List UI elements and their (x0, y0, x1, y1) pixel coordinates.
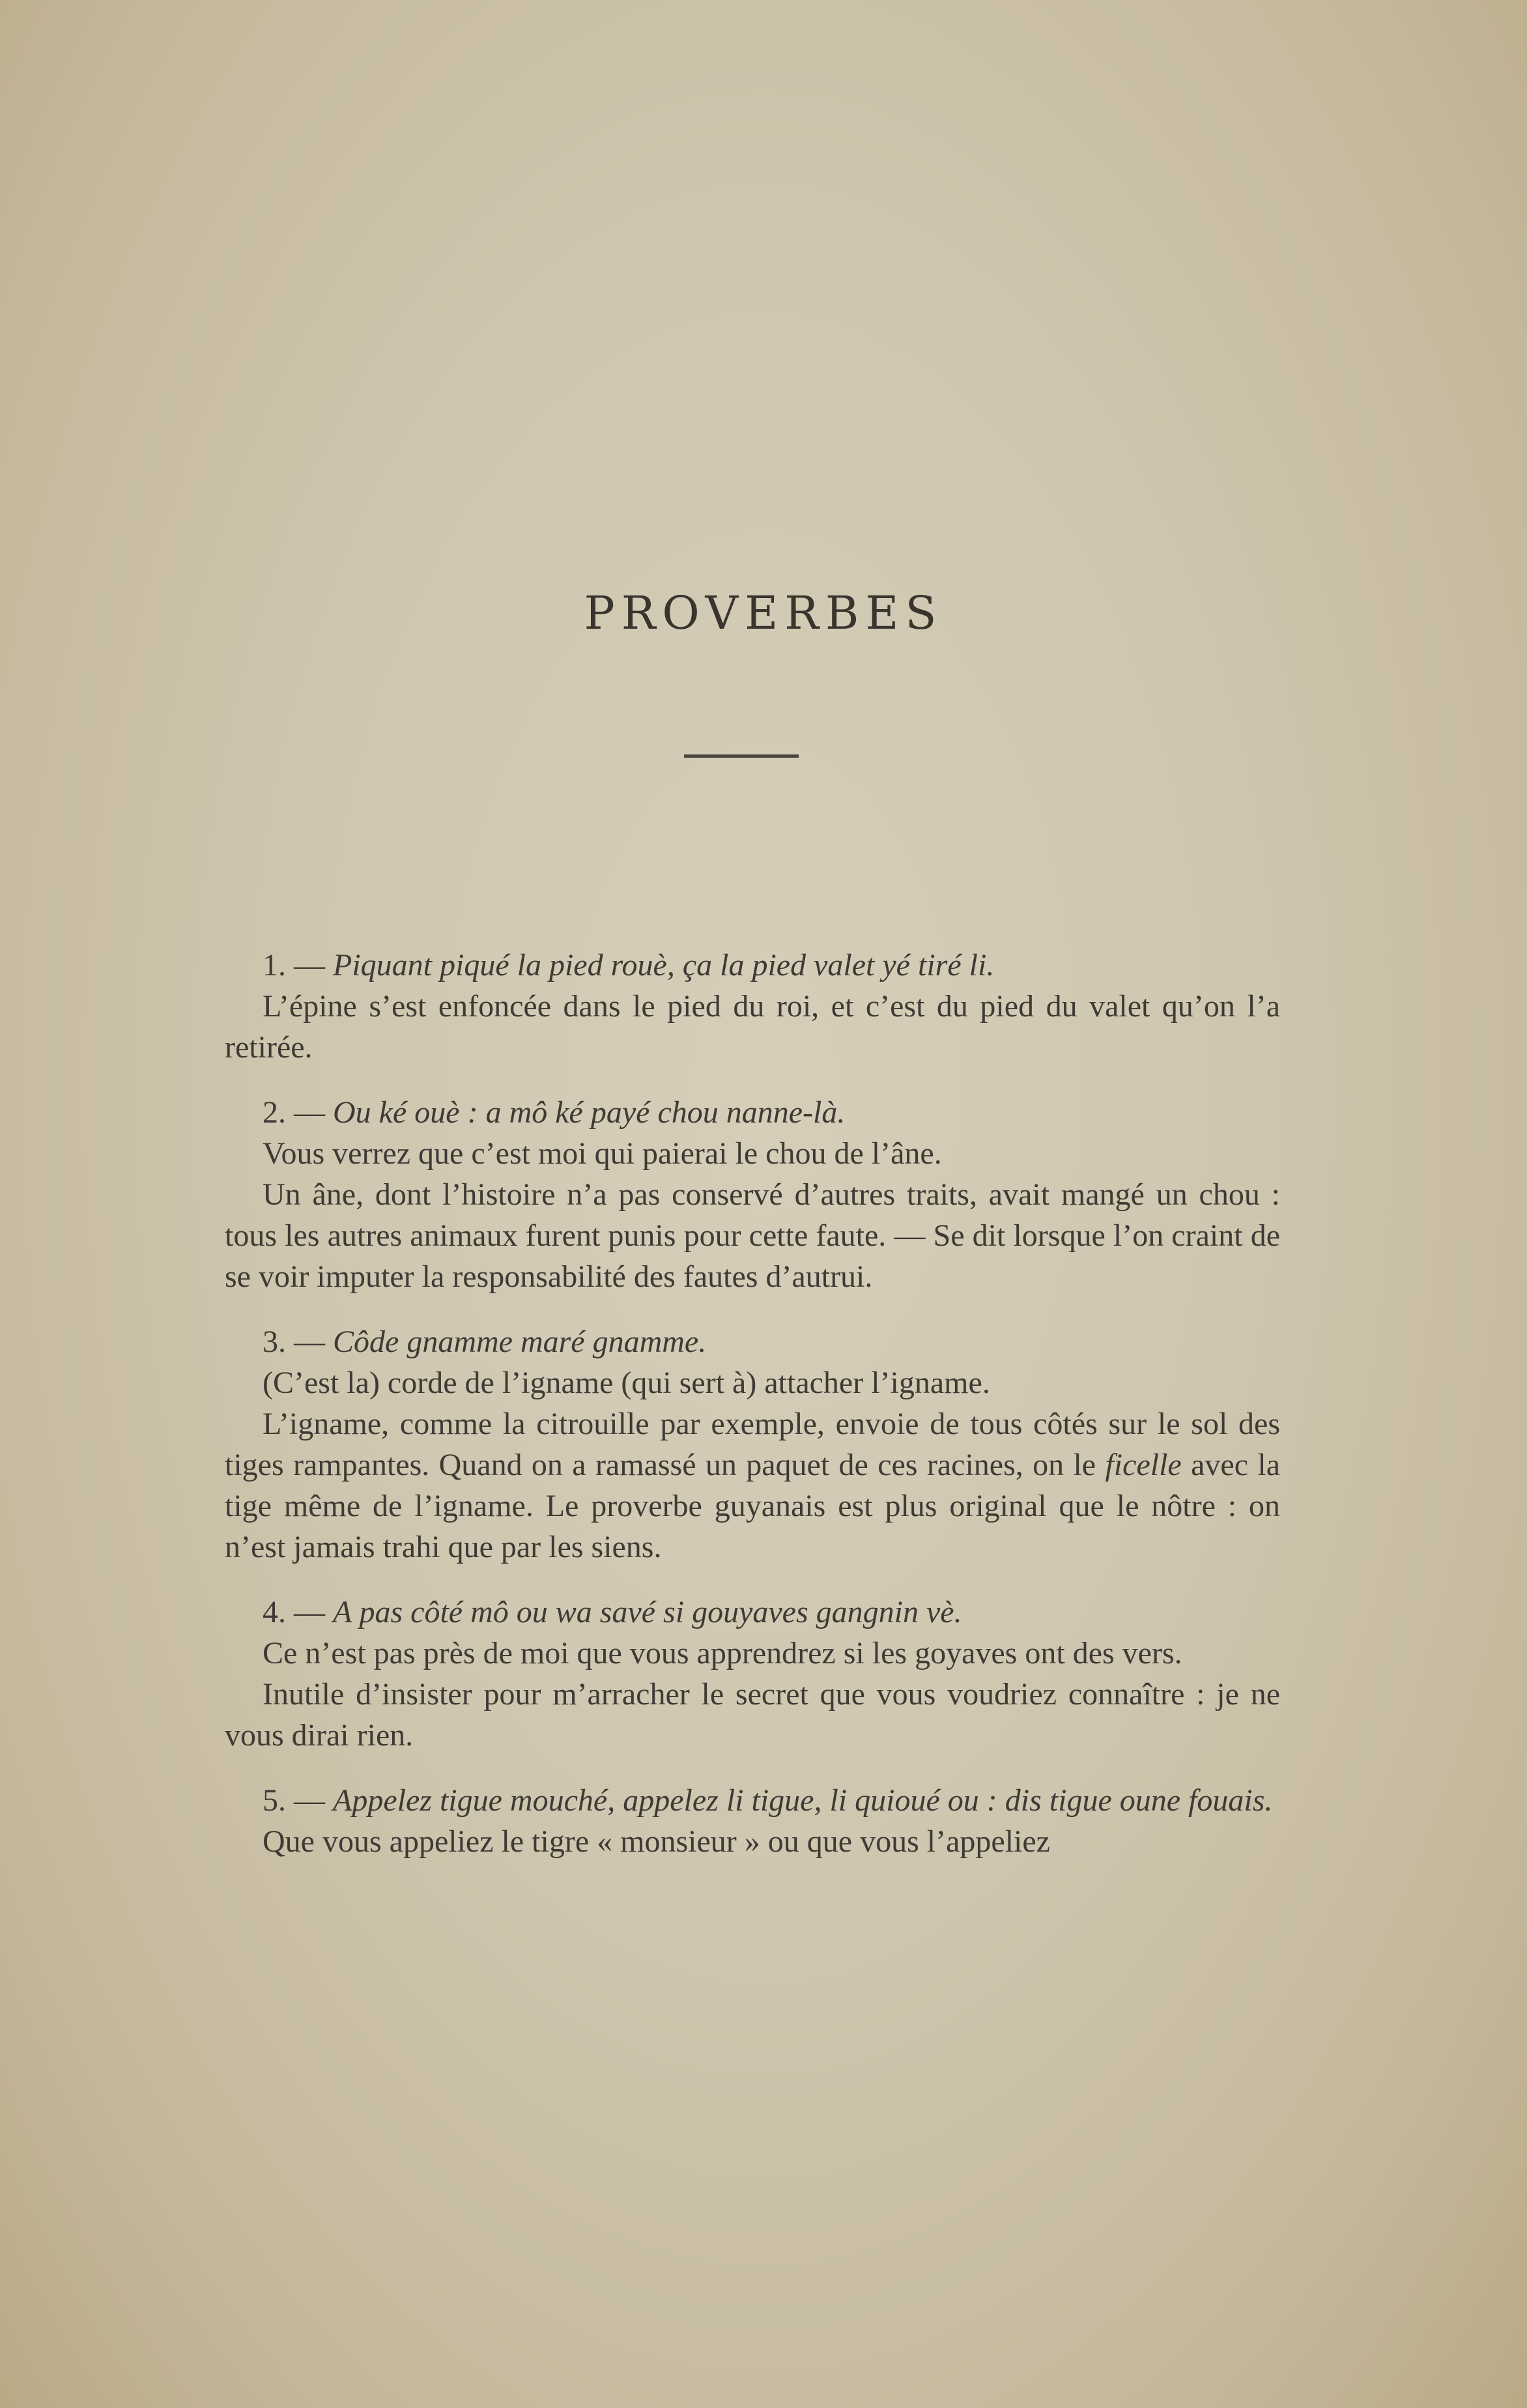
translation: (C’est la) corde de l’igname (qui sert à) attacher l’igname. (263, 1366, 990, 1400)
proverb-number: 4. — (263, 1595, 325, 1629)
title-rule (684, 754, 799, 758)
creole-text: Côde gnamme maré gnamme. (333, 1325, 707, 1359)
creole-text: A pas côté mô ou wa savé si gouyaves gangnin vè. (333, 1595, 962, 1629)
proverb-number: 1. — (263, 948, 325, 982)
proverb-heading (225, 1092, 1280, 1133)
creole-text: Ou ké ouè : a mô ké payé chou nanne-là. (333, 1095, 846, 1130)
page-title: PROVERBES (584, 586, 943, 640)
proverb-4 (225, 1592, 1280, 1756)
translation: L’épine s’est enfoncée dans le pied du roi, et c’est du pied du valet qu’on l’a retirée. (225, 989, 1280, 1065)
translation: Que vous appeliez le tigre « monsieur » ou que vous l’appeliez (263, 1824, 1050, 1859)
commentary (225, 1403, 1280, 1568)
commentary: Un âne, dont l’histoire n’a pas conservé d’autres traits, avait mangé un chou : tous les autres animaux furent punis pour cette faute. — Se dit lorsque l’on craint de se voir imputer la responsabilité des fautes d’autrui. (225, 1177, 1280, 1294)
proverb-heading (225, 1321, 1280, 1362)
proverb-3 (225, 1321, 1280, 1568)
proverb-heading (225, 945, 1280, 986)
proverbs-list (225, 945, 1280, 1886)
creole-text: Appelez tigue mouché, appelez li tigue, li quioué ou : dis tigue oune fouais. (333, 1783, 1273, 1818)
commentary-part: avec la tige même de l’igname. Le proverbe guyanais est plus original que le nôtre : on n’est jamais trahi que par les siens. (225, 1448, 1280, 1564)
creole-text: Piquant piqué la pied rouè, ça la pied valet yé tiré li. (333, 948, 995, 982)
proverb-number: 5. — (263, 1783, 325, 1818)
translation: Ce n’est pas près de moi que vous apprendrez si les goyaves ont des vers. (263, 1636, 1182, 1670)
proverb-2 (225, 1092, 1280, 1297)
proverb-heading (225, 1592, 1280, 1633)
proverb-5 (225, 1780, 1280, 1862)
proverb-heading (225, 1780, 1280, 1821)
emphasis-word: ficelle (1105, 1448, 1182, 1482)
proverb-number: 3. — (263, 1325, 325, 1359)
commentary: Inutile d’insister pour m’arracher le secret que vous voudriez connaître : je ne vous dirai rien. (225, 1677, 1280, 1753)
proverb-number: 2. — (263, 1095, 325, 1130)
proverb-1 (225, 945, 1280, 1068)
commentary-part: L’igname, comme la citrouille par exemple, envoie de tous côtés sur le sol des tiges rampantes. Quand on a ramassé un paquet de ces racines, on le (225, 1407, 1280, 1482)
translation: Vous verrez que c’est moi qui paierai le chou de l’âne. (263, 1136, 942, 1171)
